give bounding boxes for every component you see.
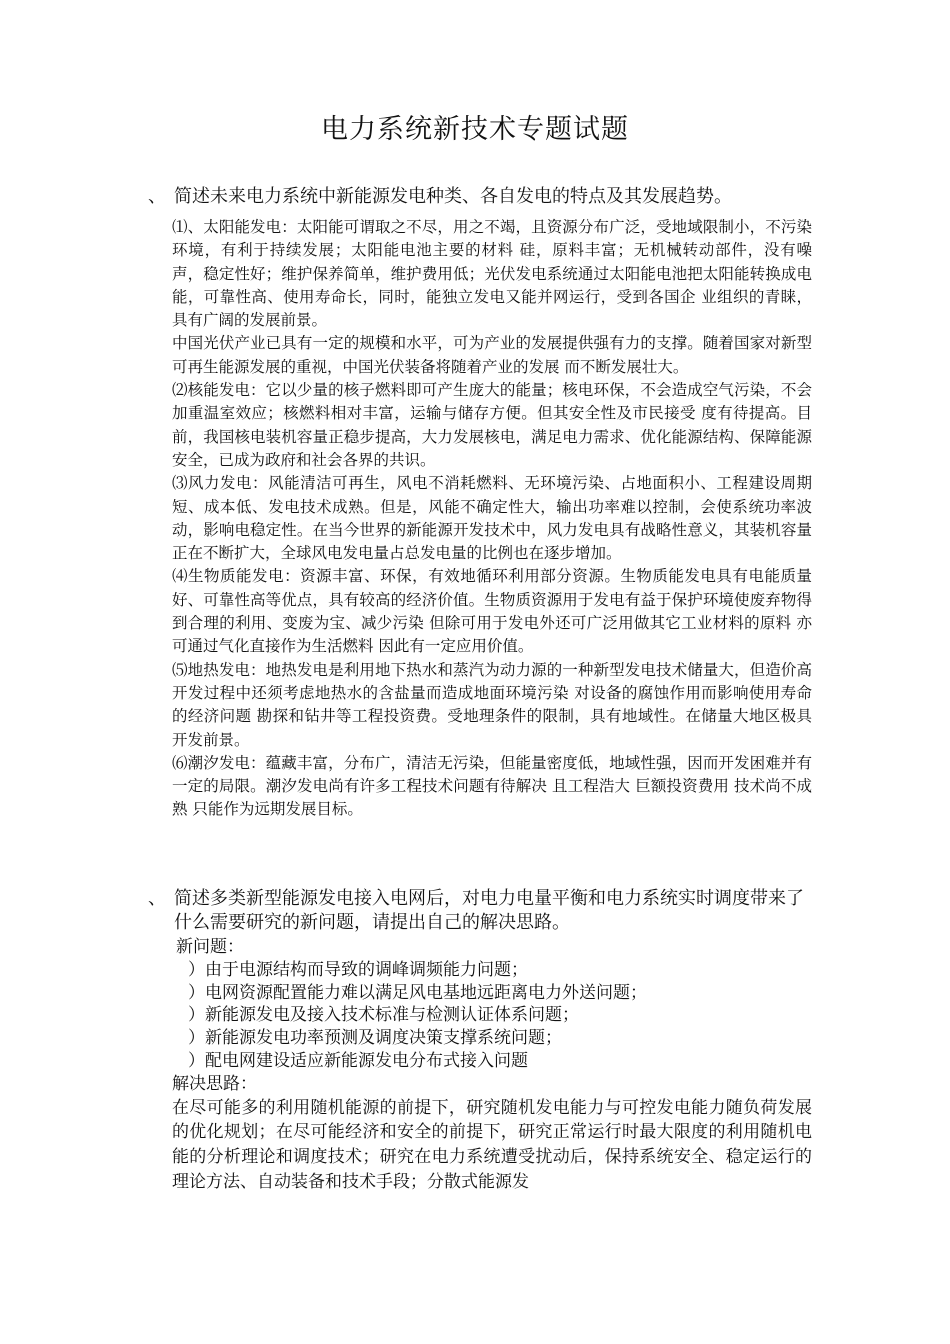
- question-2-text: 简述多类新型能源发电接入电网后，对电力电量平衡和电力系统实时调度带来了什么需要研究的新问题，请提出自己的解决思路。: [174, 888, 804, 933]
- solution-label: 解决思路：: [172, 1073, 257, 1094]
- question-2-answer: [172, 936, 812, 1195]
- new-issues-label: 新问题：: [176, 937, 244, 957]
- question-1-answer: [172, 216, 812, 822]
- solution-text: 在尽可能多的利用随机能源的前提下，研究随机发电能力与可控发电能力随负荷发展的优化规划；在尽可能经济和安全的前提下，研究正常运行时最大限度的利用随机电能的分析理论和调度技术；研究在电力系统遭受扰动后，保持系统安全、稳定运行的理论方法、自动装备和技术手段；分散式能源发: [172, 1097, 812, 1192]
- answer-paragraph-tidal: ⑹潮汐发电：蕴藏丰富，分布广，清洁无污染，但能量密度低，地域性强，因而开发困难并有一定的局限。潮汐发电尚有许多工程技术问题有待解决 且工程浩大 巨额投资费用 技术尚不成熟 只能作为远期发展目标。: [172, 753, 812, 819]
- answer-paragraph-geothermal: ⑸地热发电：地热发电是利用地下热水和蒸汽为动力源的一种新型发电技术储量大，但造价高 开发过程中还须考虑地热水的含盐量而造成地面环境污染 对设备的腐蚀作用而影响使用寿命的经济问题 勘探和钻井等工程投资费。受地理条件的限制，具有地域性。在储量大地区极具开发前景。: [172, 660, 812, 749]
- answer-paragraph-nuclear: ⑵核能发电：它以少量的核子燃料即可产生庞大的能量；核电环保，不会造成空气污染，不会加重温室效应；核燃料相对丰富，运输与储存方便。但其安全性及市民接受 度有待提高。目前，我国核电装机容量正稳步提高，大力发展核电，满足电力需求、优化能源结构、保障能源安全，已成为政府和社会各界的共识。: [172, 381, 812, 469]
- issue-item: ）电网资源配置能力难以满足风电基地远距离电力外送问题；: [188, 982, 647, 1003]
- question-1-text: 简述未来电力系统中新能源发电种类、各自发电的特点及其发展趋势。: [174, 186, 732, 207]
- question-2-heading: [148, 887, 812, 935]
- question-2-marker: 、: [148, 888, 166, 909]
- answer-paragraph-solar: ⑴、太阳能发电：太阳能可谓取之不尽，用之不竭，且资源分布广泛，受地域限制小，不污染环境，有利于持续发展；太阳能电池主要的材料 硅，原料丰富；无机械转动部件，没有噪声，稳定性好；维护保养简单，维护费用低；光伏发电系统通过太阳能电池把太阳能转换成电能，可靠性高、使用寿命长，同时，能独立发电又能并网运行，受到各国企 业组织的青睐，具有广阔的发展前景。: [172, 218, 812, 330]
- answer-paragraph-wind: ⑶风力发电：风能清洁可再生，风电不消耗燃料、无环境污染、占地面积小、工程建设周期短、成本低、发电技术成熟。但是，风能不确定性大，输出功率难以控制，会使系统功率波动，影响电稳定性。在当今世界的新能源开发技术中，风力发电具有战略性意义，其装机容量正在不断扩大，全球风电发电量占总发电量的比例也在逐步增加。: [172, 474, 812, 563]
- answer-paragraph-biomass: ⑷生物质能发电：资源丰富、环保，有效地循环利用部分资源。生物质能发电具有电能质量好、可靠性高等优点，具有较高的经济价值。生物质资源用于发电有益于保护环境使废弃物得到合理的利用、变废为宝、减少污染 但除可用于发电外还可广泛用做其它工业材料的原料 亦可通过气化直接作为生活燃料 因此有一定应用价值。: [172, 567, 812, 656]
- question-1-marker: 、: [148, 186, 166, 207]
- question-1-heading: [148, 185, 812, 209]
- page-title: 电力系统新技术专题试题: [321, 114, 629, 145]
- issue-item: ）由于电源结构而导致的调峰调频能力问题；: [188, 959, 528, 980]
- issue-item: ）新能源发电功率预测及调度决策支撑系统问题；: [188, 1028, 562, 1049]
- issue-item: ）新能源发电及接入技术标准与检测认证体系问题；: [188, 1005, 579, 1026]
- answer-paragraph-china-pv: 中国光伏产业已具有一定的规模和水平，可为产业的发展提供强有力的支撑。随着国家对新型可再生能源发展的重视，中国光伏装备将随着产业的发展 而不断发展壮大。: [172, 334, 812, 376]
- issue-item: ）配电网建设适应新能源发电分布式接入问题: [188, 1050, 528, 1071]
